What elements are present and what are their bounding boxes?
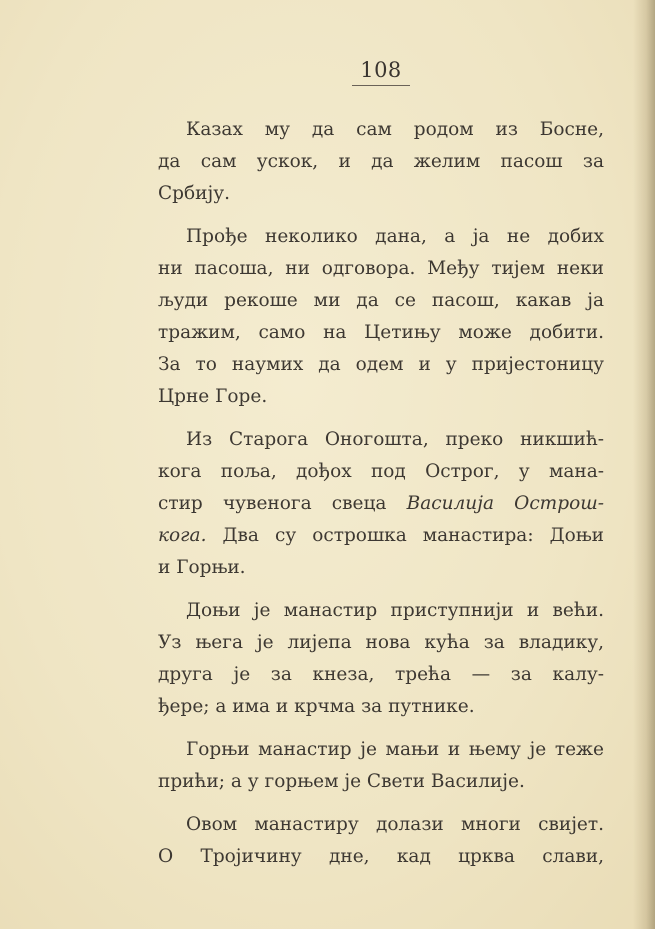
body-text — [158, 114, 604, 884]
page-number-rule — [352, 85, 410, 86]
text-line: тражим, само на Цетињу може добити. — [158, 322, 604, 343]
text-line: Уз њега је лијепа нова кућа за владику, — [158, 632, 604, 653]
paragraph — [158, 114, 604, 210]
text-line: ђере; а има и крчма за путнике. — [158, 696, 475, 717]
text-line: кога поља, дођох под Острог, у мана- — [158, 461, 604, 482]
text-segment: Два су острошка манастира: Доњи — [222, 525, 604, 546]
text-line: Из Старога Оногошта, преко никшић- — [186, 429, 604, 450]
text-line: Доњи је манастир приступнији и већи. — [186, 600, 604, 621]
text-line: Србију. — [158, 183, 230, 204]
text-line: људи рекоше ми да се пасош, какав ја — [158, 290, 604, 311]
text-line: Казах му да сам родом из Босне, — [186, 119, 604, 140]
text-segment: стир чувенога свеца — [158, 493, 387, 514]
text-line: Овом манастиру долази многи свијет. — [186, 814, 604, 835]
page-number: 108 — [360, 58, 402, 82]
paragraph — [158, 734, 604, 798]
text-line: Прође неколико дана, а ја не добих — [186, 226, 604, 247]
saint-name-italic: кога. — [158, 525, 207, 546]
text-line: и Горњи. — [158, 557, 246, 578]
text-line: ни пасоша, ни одговора. Међу тијем неки — [158, 258, 604, 279]
text-line: прићи; а у горњем је Свети Василије. — [158, 771, 525, 792]
paragraph — [158, 595, 604, 723]
text-line: О Тројичину дне, кад црква слави, — [158, 846, 604, 867]
text-line: Горњи манастир је мањи и њему је теже — [186, 739, 604, 760]
page-spine-shadow — [633, 0, 655, 929]
text-line: Црне Горе. — [158, 386, 268, 407]
text-line: друга је за кнеза, трећа — за калу- — [158, 664, 604, 685]
text-line — [158, 520, 604, 552]
text-line: да сам ускок, и да желим пасош за — [158, 151, 604, 172]
paragraph — [158, 221, 604, 413]
saint-name-italic: Василија Острош- — [406, 493, 604, 514]
paragraph — [158, 809, 604, 873]
paragraph — [158, 424, 604, 584]
text-line: За то наумих да одем и у пријестоницу — [158, 354, 604, 375]
text-line — [158, 488, 604, 520]
